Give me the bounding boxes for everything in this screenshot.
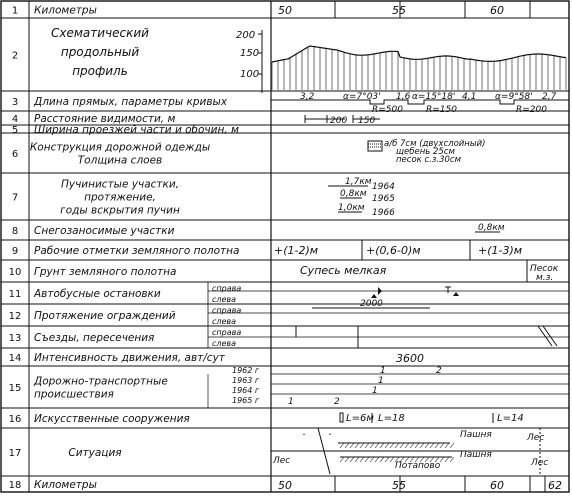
- field-hatch: [420, 443, 424, 448]
- row3-alpha-1: α=7°03': [343, 92, 381, 102]
- row6-layer-1: а/б 7см (двухслойный): [384, 139, 486, 149]
- field-hatch: [370, 457, 374, 462]
- row-number: 4: [11, 114, 19, 125]
- row-number: 5: [11, 125, 19, 136]
- tree-icon-2: ˆ: [328, 433, 332, 442]
- row9-value-1: +(1-2)м: [274, 244, 319, 257]
- bus-stop-icon-4: [453, 292, 459, 296]
- row-label: Снегозаносимые участки: [34, 225, 175, 237]
- field-hatch: [385, 457, 389, 462]
- row12-barriers: [208, 299, 569, 313]
- row7-year-1: 1964: [372, 182, 395, 192]
- km-bottom-60: 60: [490, 479, 504, 492]
- row-number: 15: [8, 383, 22, 394]
- row14-traffic: [396, 352, 424, 365]
- row15-mark-2: 2: [436, 366, 442, 376]
- field-hatch: [450, 457, 454, 462]
- row-label: Пучинистые участки,: [60, 178, 180, 191]
- row-number: 14: [8, 353, 22, 364]
- field-hatch: [385, 443, 389, 448]
- bus-stop-icon-2: [371, 294, 377, 298]
- row-label: Схематический: [51, 26, 149, 40]
- row-number: 9: [11, 246, 19, 257]
- row-number: 2: [11, 50, 19, 62]
- row15-mark-6: 2: [334, 397, 340, 407]
- side-label: слева: [212, 295, 237, 304]
- field-hatch: [345, 457, 349, 462]
- year-label: 1965 г: [232, 396, 260, 405]
- bus-stop-icon-3: [445, 287, 451, 293]
- row3-alignment: [271, 92, 569, 115]
- row16-structures: [340, 413, 524, 424]
- row-label: профиль: [72, 64, 128, 78]
- row7-len-3: 1,0км: [338, 203, 365, 213]
- row15-mark-4: 1: [372, 386, 378, 396]
- row6-layer-3: песок с.з.30см: [396, 155, 461, 165]
- axis-100: 100: [240, 69, 260, 80]
- field-hatch: [370, 443, 374, 448]
- row-label: Рабочие отметки земляного полотна: [34, 245, 240, 257]
- row12-value: 2000: [360, 299, 383, 309]
- row-label: годы вскрытия пучин: [60, 204, 180, 217]
- field-hatch: [380, 443, 384, 448]
- km-scale-top: [278, 1, 530, 18]
- row3-length-2: 1,6: [396, 92, 411, 102]
- km-scale-bottom: [278, 476, 562, 492]
- field-hatch: [390, 457, 394, 462]
- row-number: 10: [8, 267, 22, 278]
- row-label: Километры: [34, 479, 97, 491]
- row4-visibility: [305, 115, 380, 126]
- field-hatch: [340, 443, 344, 448]
- row6-layer-2: щебень 25см: [396, 147, 455, 157]
- row-number: 13: [8, 333, 22, 344]
- row11-bus-stops: [208, 287, 569, 298]
- row3-length-3: 4,1: [462, 92, 477, 102]
- row8-value: 0,8км: [478, 223, 505, 233]
- row14-value: 3600: [396, 352, 424, 365]
- row7-year-2: 1965: [372, 194, 395, 204]
- field-hatch: [360, 443, 364, 448]
- row9-value-2: +(0,6-0)м: [366, 244, 421, 257]
- row7-frost: [328, 177, 395, 218]
- field-hatch: [435, 443, 439, 448]
- row4-value-2: 150: [358, 116, 376, 126]
- side-label: справа: [212, 306, 242, 315]
- row10-right-1: Песок: [530, 264, 559, 274]
- row17-label-pashnya-1: Пашня: [460, 430, 492, 440]
- row6-pavement: [368, 139, 485, 165]
- field-hatch: [430, 443, 434, 448]
- row-label: Автобусные остановки: [34, 288, 161, 300]
- row-number: 17: [8, 448, 22, 459]
- row-label: Интенсивность движения, авт/сут: [34, 352, 225, 364]
- row17-label-les-3: Лес: [531, 458, 549, 468]
- field-hatch: [410, 443, 414, 448]
- row17-label-les-2: Лес: [527, 433, 545, 443]
- field-hatch: [400, 443, 404, 448]
- field-hatch: [345, 443, 349, 448]
- field-hatch: [360, 457, 364, 462]
- row17-situation: [271, 428, 569, 474]
- field-hatch: [415, 443, 419, 448]
- profile-axis: [236, 30, 262, 93]
- row-label: Протяжение ограждений: [34, 310, 176, 322]
- year-label: 1963 г: [232, 376, 260, 385]
- row7-year-3: 1966: [372, 208, 395, 218]
- row3-alpha-3: α=9°58': [495, 92, 533, 102]
- row15-mark-1: 1: [380, 366, 386, 376]
- axis-150: 150: [240, 48, 260, 59]
- field-hatch: [340, 457, 344, 462]
- row-number: 11: [8, 289, 22, 300]
- field-hatch: [390, 443, 394, 448]
- row16-structure-3: L=14: [497, 413, 524, 424]
- row-label: происшествия: [34, 388, 114, 401]
- row13-crossings: [208, 326, 569, 348]
- row9-elevations: [274, 240, 522, 260]
- row-number: 8: [11, 226, 19, 237]
- row-number: 12: [8, 311, 22, 322]
- field-hatch: [375, 457, 379, 462]
- row-label: Ситуация: [68, 447, 122, 459]
- bus-stop-icon-1: [378, 287, 382, 295]
- row10-soil: [300, 260, 559, 283]
- km-bottom-55: 55: [392, 479, 406, 492]
- year-label: 1962 г: [232, 366, 260, 375]
- row9-value-3: +(1-3)м: [478, 244, 523, 257]
- row-number: 7: [11, 192, 19, 204]
- field-hatch: [355, 457, 359, 462]
- row17-label-les-1: Лес: [273, 456, 291, 466]
- row-label: Искусственные сооружения: [34, 413, 190, 425]
- row-label: протяжение,: [84, 191, 156, 204]
- row17-label-pashnya-2: Пашня: [460, 450, 492, 460]
- field-hatch: [440, 457, 444, 462]
- row3-length-1: 3,2: [300, 92, 315, 102]
- field-hatch: [350, 443, 354, 448]
- field-hatch: [405, 443, 409, 448]
- row-label: Конструкция дорожной одежды: [29, 141, 211, 154]
- row-number: 16: [8, 414, 22, 425]
- field-hatch: [395, 443, 399, 448]
- field-hatch: [355, 443, 359, 448]
- field-hatch: [445, 457, 449, 462]
- field-hatch: [375, 443, 379, 448]
- km-label-60: 60: [490, 4, 504, 17]
- field-hatch-top: [340, 443, 454, 448]
- km-label-55: 55: [392, 4, 406, 17]
- profile-curve: [272, 46, 566, 90]
- km-label-50: 50: [278, 4, 292, 17]
- row-label: Ширина проезжей части и обочин, м: [34, 124, 239, 136]
- row3-radius-1: R=500: [372, 105, 403, 115]
- row-numbers: [9, 6, 22, 492]
- axis-200: 200: [236, 30, 256, 41]
- row3-length-4: 2,7: [542, 92, 557, 102]
- row-label: Километры: [34, 4, 97, 17]
- row16-structure-1: L=6м: [346, 413, 374, 424]
- row7-len-1: 1,7км: [345, 177, 372, 187]
- field-hatch: [380, 457, 384, 462]
- year-label: 1964 г: [232, 386, 260, 395]
- row10-right-2: м.з.: [536, 273, 554, 283]
- row-number: 18: [8, 480, 22, 491]
- field-hatch: [445, 443, 449, 448]
- row16-structure-2: L=18: [378, 413, 405, 424]
- field-hatch: [365, 443, 369, 448]
- row-label: продольный: [60, 45, 140, 59]
- row-label: Грунт земляного полотна: [34, 266, 177, 278]
- row-label: Длина прямых, параметры кривых: [34, 96, 228, 108]
- side-label: справа: [212, 328, 242, 337]
- field-hatch: [440, 443, 444, 448]
- field-hatch: [450, 443, 454, 448]
- row-number: 3: [11, 97, 19, 108]
- row3-radius-2: R=150: [426, 105, 457, 115]
- km-bottom-62: 62: [548, 479, 562, 492]
- row-label: Съезды, пересечения: [34, 332, 155, 344]
- row-label: Толщина слоев: [77, 154, 163, 167]
- side-label: справа: [212, 284, 242, 293]
- row3-radius-3: R=200: [516, 105, 547, 115]
- side-label: слева: [212, 339, 237, 348]
- row3-alpha-2: α=15°18': [412, 92, 456, 102]
- field-hatch: [350, 457, 354, 462]
- row15-accidents: [208, 366, 569, 408]
- field-hatch: [365, 457, 369, 462]
- row-label: Расстояние видимости, м: [34, 113, 176, 125]
- row15-mark-5: 1: [288, 397, 294, 407]
- row4-value-1: 200: [330, 116, 348, 126]
- row8-snow: [475, 223, 505, 233]
- row-label: Дорожно-транспортные: [34, 375, 168, 388]
- row-number: 1: [11, 5, 19, 17]
- side-label: слева: [212, 317, 237, 326]
- row10-main: Супесь мелкая: [300, 264, 387, 277]
- profile-line: [272, 46, 566, 62]
- row15-mark-3: 1: [378, 376, 384, 386]
- row7-len-2: 0,8км: [340, 189, 367, 199]
- km-bottom-50: 50: [278, 479, 292, 492]
- row-labels: [30, 5, 260, 492]
- row-number: 6: [11, 149, 19, 160]
- row17-label-potapovo: Потапово: [395, 461, 441, 471]
- field-hatch: [425, 443, 429, 448]
- tree-icon-1: ˆ: [302, 433, 306, 442]
